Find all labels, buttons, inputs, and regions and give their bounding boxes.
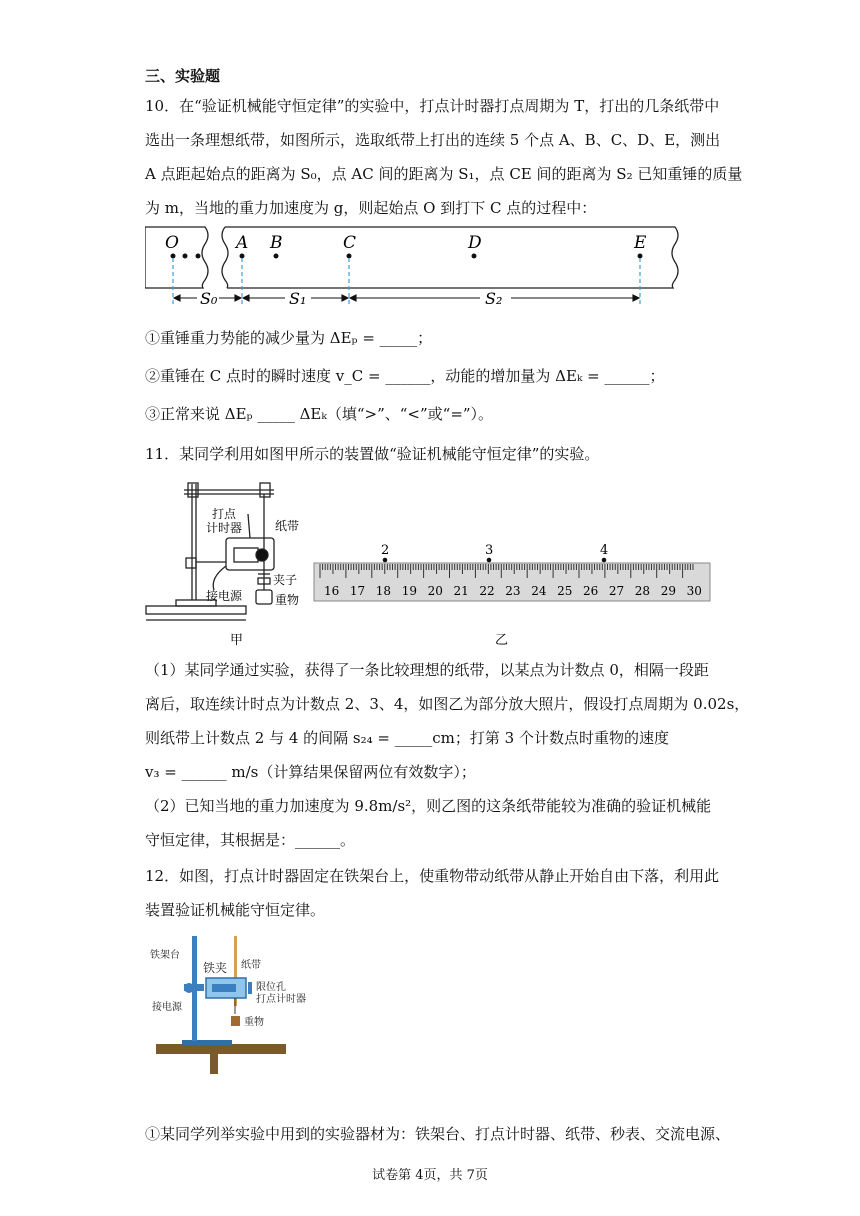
segment-s2: S₂ — [485, 289, 503, 308]
ruler-number: 27 — [608, 584, 625, 598]
ruler-number: 26 — [583, 584, 599, 598]
ruler-number: 22 — [479, 584, 495, 598]
ruler-number: 17 — [349, 584, 366, 598]
section-heading: 三、实验题 — [145, 67, 221, 85]
ruler-number: 21 — [453, 584, 469, 598]
ruler-number: 30 — [686, 584, 702, 598]
caption-jia: 甲 — [230, 633, 244, 646]
paper-tape-diagram — [145, 222, 690, 317]
label-timer-2: 计时器 — [206, 521, 243, 535]
apparatus-figure-jia — [140, 478, 310, 646]
q10-sub-3: ③正常来说 ΔEₚ _____ ΔEₖ（填“>”、“<”或“=”）。 — [145, 405, 494, 423]
ruler-figure-yi — [312, 540, 717, 652]
ruler-number: 29 — [660, 584, 676, 598]
label-stand: 铁架台 — [150, 950, 180, 961]
label-clamp: 铁夹 — [203, 961, 228, 975]
q11-line-1: （1）某同学通过实验，获得了一条比较理想的纸带，以某点为计数点 0，相隔一段距 — [145, 661, 709, 679]
segment-s1: S₁ — [289, 289, 307, 308]
label-power: 接电源 — [206, 589, 243, 603]
ruler-number: 18 — [375, 584, 392, 598]
q11-line-2: 离后，取连续计时点为计数点 2、3、4，如图乙为部分放大照片，假设打点周期为 0.02s， — [145, 695, 750, 713]
q10-line-2: 选出一条理想纸带，如图所示，选取纸带上打出的连续 5 个点 A、B、C、D、E，测出 — [145, 131, 721, 149]
q12-line-1: 12．如图，打点计时器固定在铁架台上，使重物带动纸带从静止开始自由下落，利用此 — [145, 867, 720, 885]
q11-line-6: 守恒定律，其根据是：______。 — [145, 831, 356, 849]
page-footer: 试卷第 4页，共 7页 — [372, 1168, 488, 1183]
q10-sub-1: ①重锤重力势能的减少量为 ΔEₚ = _____； — [145, 329, 433, 347]
label-clip: 夹子 — [273, 573, 298, 587]
q12-line-2: 装置验证机械能守恒定律。 — [145, 901, 326, 919]
q11-title: 11．某同学利用如图甲所示的装置做“验证机械能守恒定律”的实验。 — [145, 445, 600, 463]
q10-sub-2: ②重锤在 C 点时的瞬时速度 v_C = ______，动能的增加量为 ΔEₖ = ______； — [145, 367, 665, 385]
tape-label-a: A — [236, 233, 249, 253]
ruler-point-2: 2 — [381, 543, 390, 558]
ruler-point-4: 4 — [600, 543, 609, 558]
ruler-number: 25 — [557, 584, 573, 598]
q11-line-5: （2）已知当地的重力加速度为 9.8m/s²，则乙图的这条纸带能较为准确的验证机械能 — [145, 797, 712, 815]
label-weight: 重物 — [275, 593, 300, 607]
ruler-number: 16 — [324, 584, 340, 598]
q11-line-4: v₃ = ______ m/s（计算结果保留两位有效数字）； — [145, 763, 476, 781]
ruler-number: 23 — [505, 584, 521, 598]
ruler-point-3: 3 — [485, 543, 494, 558]
tape-label-o: O — [165, 233, 179, 253]
q10-line-1: 10．在“验证机械能守恒定律”的实验中，打点计时器打点周期为 T，打出的几条纸带中 — [145, 97, 720, 115]
ruler-number: 20 — [427, 584, 443, 598]
label-timer-1: 打点 — [212, 507, 237, 521]
label-weight-q12: 重物 — [244, 1017, 264, 1028]
q11-line-3: 则纸带上计数点 2 与 4 的间隔 s₂₄ = _____cm；打第 3 个计数点时重物的速度 — [145, 729, 669, 747]
tape-label-e: E — [634, 233, 647, 253]
apparatus-figure-q12 — [148, 928, 323, 1076]
ruler-number: 19 — [401, 584, 417, 598]
q10-line-3: A 点距起始点的距离为 S₀，点 AC 间的距离为 S₁，点 CE 间的距离为 S₂ 已知重锤的质量 — [145, 165, 743, 183]
tape-label-c: C — [343, 233, 357, 253]
segment-s0: S₀ — [200, 289, 218, 308]
label-limit-hole: 限位孔 — [256, 982, 286, 993]
ruler-number: 28 — [634, 584, 651, 598]
label-tape-q12: 纸带 — [241, 960, 261, 971]
label-timer-q12: 打点计时器 — [256, 994, 306, 1005]
ruler-number: 24 — [531, 584, 547, 598]
label-power-q12: 接电源 — [152, 1002, 182, 1013]
q12-sub-1: ①某同学列举实验中用到的实验器材为：铁架台、打点计时器、纸带、秒表、交流电源、 — [145, 1125, 731, 1143]
q10-line-4: 为 m，当地的重力加速度为 g，则起始点 O 到打下 C 点的过程中： — [145, 199, 597, 217]
tape-label-b: B — [270, 233, 283, 253]
caption-yi: 乙 — [495, 633, 509, 648]
label-tape: 纸带 — [275, 519, 300, 533]
tape-label-d: D — [468, 233, 482, 253]
